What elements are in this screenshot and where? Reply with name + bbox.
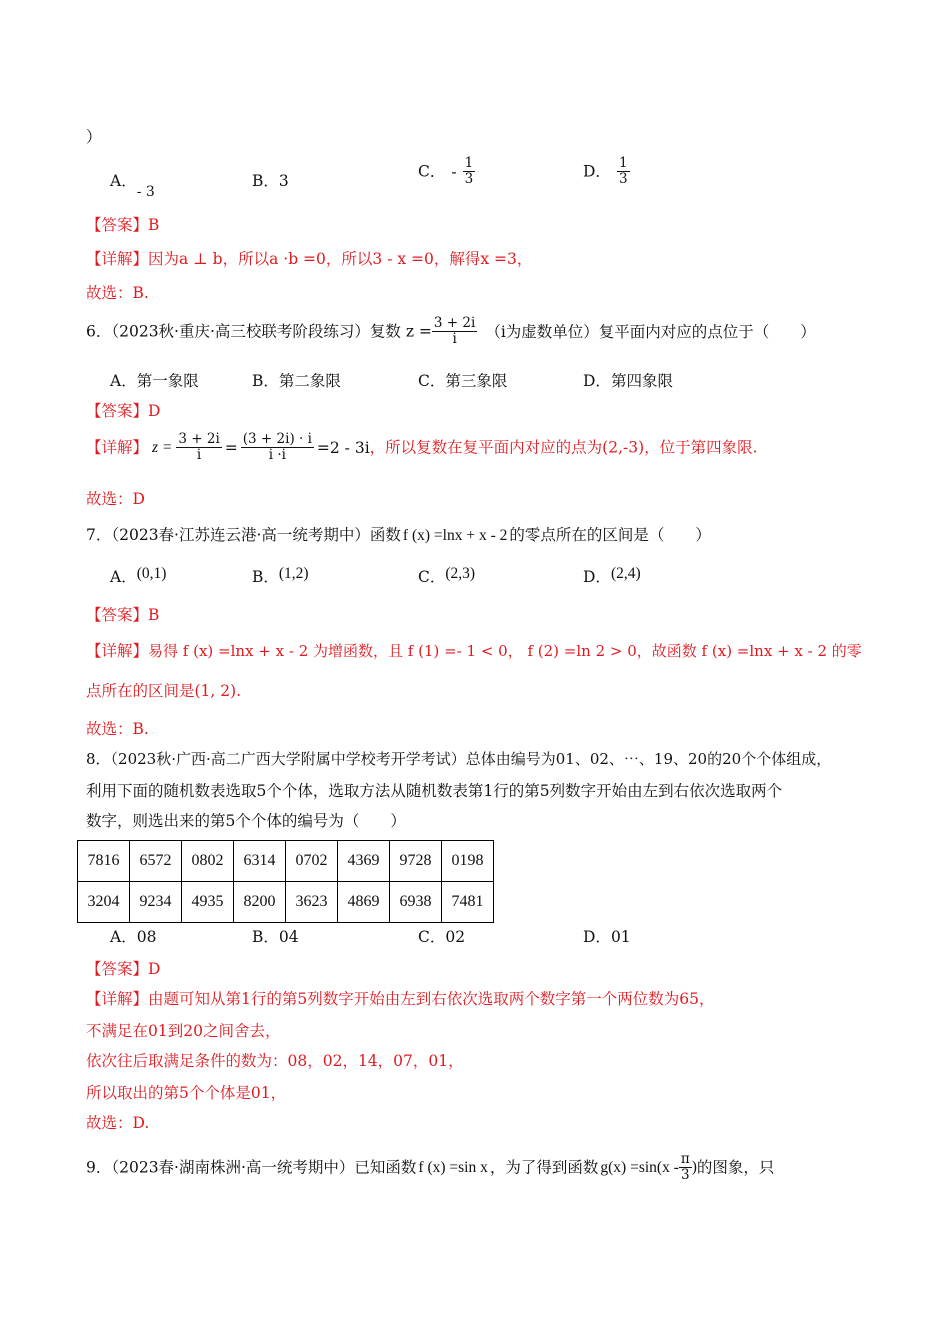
stem-text: ，为了得到函数 bbox=[489, 1158, 599, 1177]
option-label: B． bbox=[252, 568, 279, 586]
option-label: B． bbox=[252, 172, 279, 190]
table-cell: 9728 bbox=[390, 841, 442, 882]
random-number-table bbox=[77, 840, 494, 923]
option-label: C． bbox=[418, 928, 446, 946]
table-cell: 8200 bbox=[234, 882, 286, 923]
q8-option-d[interactable] bbox=[583, 926, 631, 948]
function-f: f (x) =sin x bbox=[418, 1158, 488, 1176]
option-value: 第二象限 bbox=[278, 372, 341, 390]
stem-text: 7．（2023春·江苏连云港·高一统考期中）函数 bbox=[86, 526, 401, 544]
q5-answer: 【答案】B bbox=[86, 216, 160, 234]
table-cell: 4935 bbox=[182, 882, 234, 923]
q7-answer: 【答案】B bbox=[86, 606, 160, 624]
option-label: B． bbox=[252, 928, 279, 946]
option-value: 01 bbox=[610, 928, 631, 946]
q6-stem bbox=[86, 316, 816, 347]
table-cell: 3204 bbox=[78, 882, 130, 923]
fraction-numerator: 3 + 2i bbox=[433, 315, 476, 331]
option-prefix: - bbox=[451, 162, 457, 181]
q7-detail-line2: 点所在的区间是(1, 2). bbox=[86, 682, 242, 700]
q6-answer: 【答案】D bbox=[86, 402, 161, 420]
q8-stem-line2: 利用下面的随机数表选取5个个体，选取方法从随机数表第1行的第5列数字开始由左到右依次选取两个 bbox=[86, 782, 783, 800]
stem-text: 的零点所在的区间是（ ） bbox=[509, 526, 711, 544]
fraction-numerator: 1 bbox=[618, 155, 628, 171]
option-label: D． bbox=[583, 162, 611, 181]
stem-text: 9．（2023春·湖南株洲·高一统考期中）已知函数 bbox=[86, 1158, 417, 1177]
option-label: A． bbox=[110, 928, 137, 946]
option-label: A． bbox=[110, 372, 137, 390]
fraction bbox=[176, 432, 221, 463]
option-label: D． bbox=[583, 568, 611, 586]
detail-text: 因为a ⊥ b，所以a ·b =0，所以3 - x =0，解得x =3， bbox=[148, 250, 533, 268]
function-expression: f (x) =lnx + x - 2 bbox=[402, 527, 508, 544]
detail-tag: 【详解】 bbox=[86, 250, 149, 268]
option-label: D． bbox=[583, 372, 611, 390]
table-cell: 9234 bbox=[130, 882, 182, 923]
fraction-numerator: 3 + 2i bbox=[178, 431, 220, 447]
option-value: (0,1) bbox=[136, 565, 167, 582]
table-cell: 0802 bbox=[182, 841, 234, 882]
stem-text: 6．（2023秋·重庆·高三校联考阶段练习）复数 z = bbox=[86, 322, 432, 341]
fraction-denominator: i ·i bbox=[268, 447, 286, 463]
table-cell: 3623 bbox=[286, 882, 338, 923]
equals-sign: = bbox=[224, 438, 238, 457]
q5-option-d[interactable] bbox=[583, 156, 630, 187]
detail-text: 易得 f (x) =lnx + x - 2 为增函数，且 f (1) =- 1 < 0， f (2) =ln 2 > 0，故函数 f (x) =lnx + x - 2 的零 bbox=[148, 642, 862, 660]
option-value: 04 bbox=[278, 928, 299, 946]
fraction-denominator: 3 bbox=[618, 171, 628, 187]
detail-result: =2 - 3i bbox=[316, 438, 370, 457]
fraction bbox=[432, 316, 477, 347]
q6-option-c[interactable] bbox=[418, 370, 507, 392]
fraction bbox=[679, 1152, 692, 1183]
q7-option-b[interactable] bbox=[252, 566, 309, 589]
table-cell: 7816 bbox=[78, 841, 130, 882]
table-cell: 6314 bbox=[234, 841, 286, 882]
table-cell: 0702 bbox=[286, 841, 338, 882]
fraction-numerator: (3 + 2i) · i bbox=[242, 431, 312, 447]
option-value: 第三象限 bbox=[445, 372, 508, 390]
stem-text: （i为虚数单位）复平面内对应的点位于（ ） bbox=[485, 322, 816, 341]
detail-tag: 【详解】 bbox=[86, 990, 149, 1008]
fraction-denominator: 3 bbox=[681, 1167, 690, 1183]
table-cell: 0198 bbox=[442, 841, 494, 882]
q8-detail-line2: 不满足在01到20之间舍去， bbox=[86, 1022, 281, 1040]
option-value: 第四象限 bbox=[610, 372, 673, 390]
fraction-numerator: 1 bbox=[464, 155, 474, 171]
fraction bbox=[617, 156, 630, 187]
q8-detail-line4: 所以取出的第5个个体是01， bbox=[86, 1084, 287, 1102]
stem-text: 的图象，只 bbox=[696, 1158, 775, 1177]
function-g: g(x) =sin(x - bbox=[600, 1158, 679, 1176]
q7-detail bbox=[86, 640, 862, 662]
option-value: 02 bbox=[445, 928, 466, 946]
fraction bbox=[463, 156, 476, 187]
table-cell: 6572 bbox=[130, 841, 182, 882]
q5-option-c[interactable] bbox=[418, 156, 475, 187]
q8-stem-line1: 8．（2023秋·广西·高二广西大学附属中学校考开学考试）总体由编号为01、02、⋯、19、20的20个个体组成， bbox=[86, 750, 832, 768]
option-label: C． bbox=[418, 568, 446, 586]
option-value: 第一象限 bbox=[136, 372, 199, 390]
q8-option-c[interactable] bbox=[418, 926, 465, 948]
option-value: 08 bbox=[136, 928, 157, 946]
q8-detail-line3: 依次往后取满足条件的数为：08，02，14，07，01， bbox=[86, 1052, 464, 1070]
table-cell: 6938 bbox=[390, 882, 442, 923]
table-cell: 7481 bbox=[442, 882, 494, 923]
q6-option-a[interactable] bbox=[110, 370, 199, 392]
q8-option-b[interactable] bbox=[252, 926, 299, 948]
q6-detail bbox=[86, 432, 758, 463]
q5-option-a[interactable] bbox=[110, 170, 155, 200]
fraction-denominator: i bbox=[196, 447, 202, 463]
q8-detail bbox=[86, 988, 714, 1010]
q7-option-a[interactable] bbox=[110, 566, 166, 589]
q7-option-d[interactable] bbox=[583, 566, 641, 589]
q5-stem-continuation: ） bbox=[86, 128, 102, 146]
detail-text: 由题可知从第1行的第5列数字开始由左到右依次选取两个数字第一个两位数为65， bbox=[148, 990, 715, 1008]
option-label: C． bbox=[418, 372, 446, 390]
q7-stem bbox=[86, 524, 711, 547]
table-cell: 4869 bbox=[338, 882, 390, 923]
option-label: A． bbox=[110, 568, 137, 586]
option-value: (2,4) bbox=[610, 565, 641, 582]
q6-conclusion: 故选：D bbox=[86, 490, 145, 508]
q6-option-b[interactable] bbox=[252, 370, 341, 392]
table-cell: 4369 bbox=[338, 841, 390, 882]
table-row bbox=[78, 882, 494, 923]
q6-option-d[interactable] bbox=[583, 370, 673, 392]
q7-option-c[interactable] bbox=[418, 566, 475, 589]
q8-conclusion: 故选：D. bbox=[86, 1114, 150, 1132]
q9-stem bbox=[86, 1152, 774, 1183]
option-label: B． bbox=[252, 372, 279, 390]
option-label: C． bbox=[418, 162, 446, 181]
option-value: - 3 bbox=[136, 184, 155, 200]
detail-tag: 【详解】 bbox=[86, 642, 149, 660]
function-g-close: ) bbox=[691, 1158, 697, 1176]
fraction bbox=[241, 432, 314, 463]
detail-tag: 【详解】 bbox=[86, 438, 149, 457]
detail-z: z = bbox=[152, 438, 173, 456]
detail-text: ，所以复数在复平面内对应的点为(2,-3)，位于第四象限. bbox=[369, 438, 758, 457]
q8-option-a[interactable] bbox=[110, 926, 156, 948]
fraction-denominator: 3 bbox=[464, 171, 474, 187]
option-value: (2,3) bbox=[445, 565, 476, 582]
option-value: 3 bbox=[278, 172, 289, 190]
option-label: A． bbox=[110, 172, 137, 190]
q5-detail bbox=[86, 248, 532, 270]
fraction-numerator: π bbox=[680, 1151, 690, 1167]
option-value: (1,2) bbox=[278, 565, 309, 582]
fraction-denominator: i bbox=[452, 331, 457, 347]
q8-stem-line3: 数字，则选出来的第5个个体的编号为（ ） bbox=[86, 812, 406, 830]
q8-answer: 【答案】D bbox=[86, 960, 161, 978]
q5-conclusion: 故选：B. bbox=[86, 284, 149, 302]
option-label: D． bbox=[583, 928, 611, 946]
q5-option-b[interactable] bbox=[252, 170, 289, 192]
table-row bbox=[78, 841, 494, 882]
q7-conclusion: 故选：B. bbox=[86, 720, 149, 738]
